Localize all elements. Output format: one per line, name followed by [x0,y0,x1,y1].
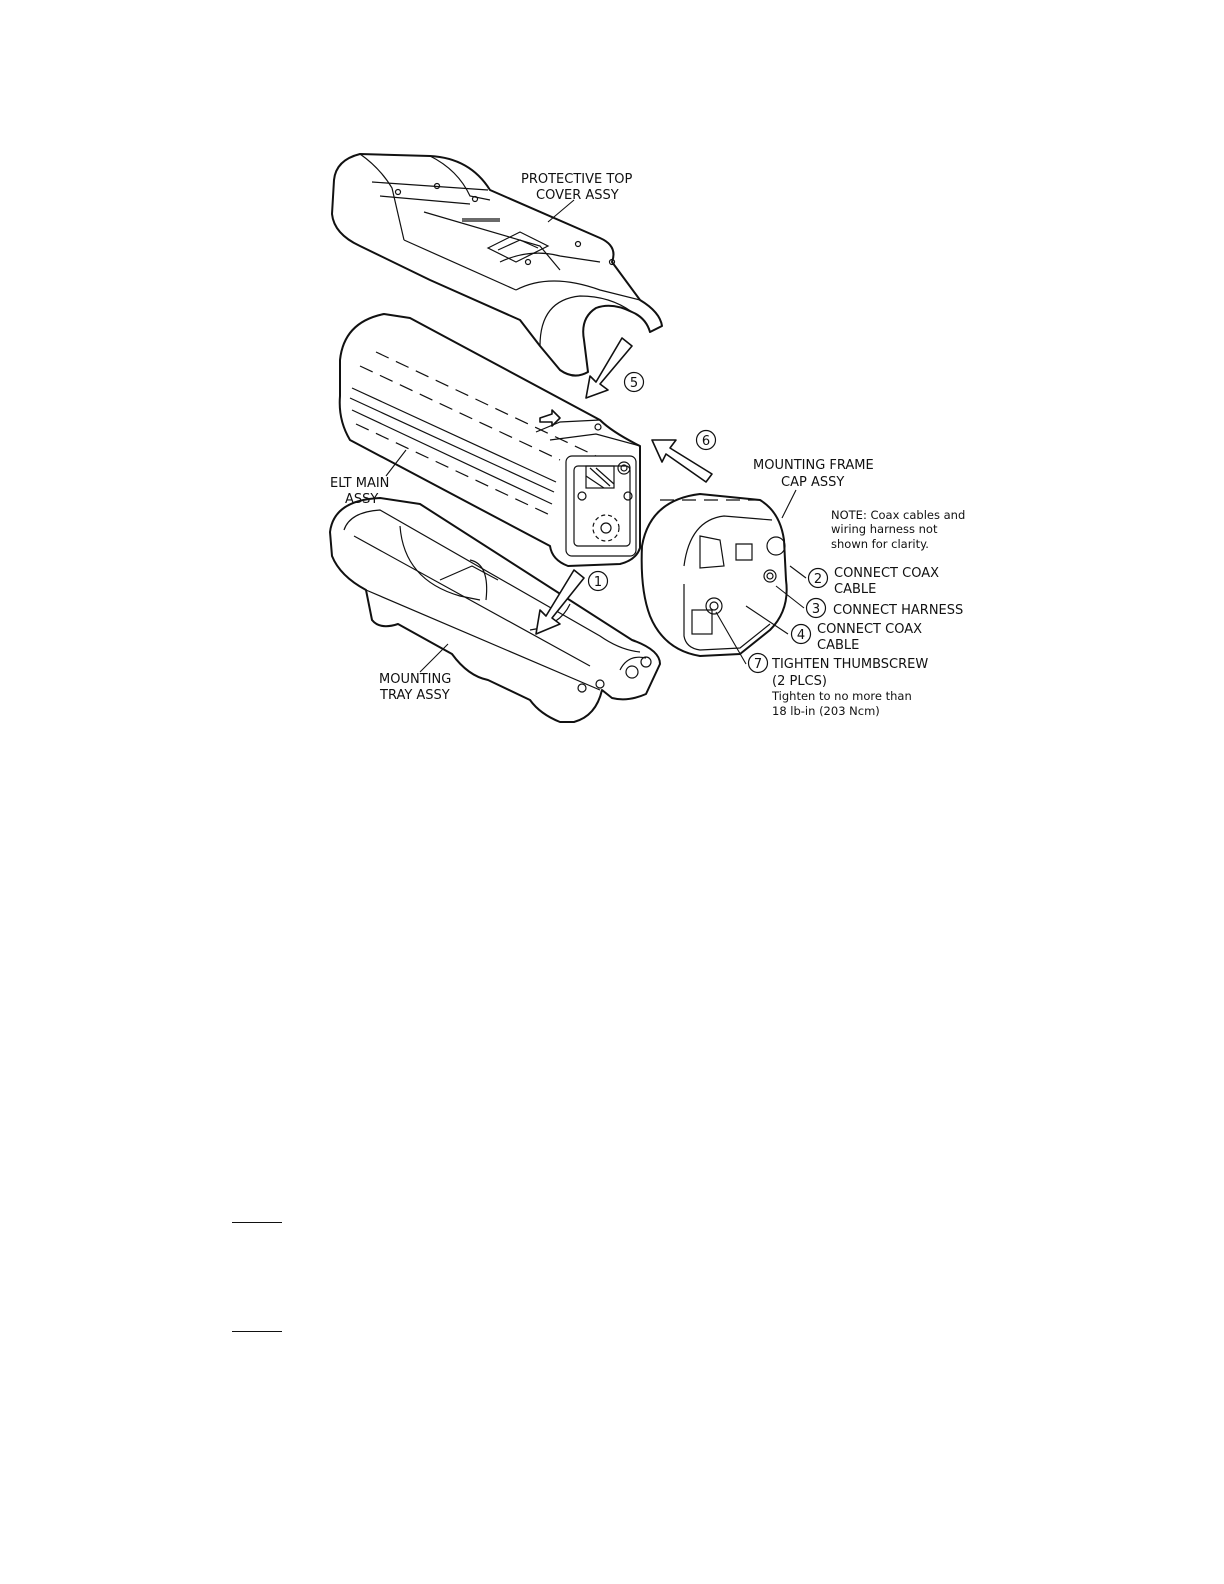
label-mounting-tray [379,672,455,703]
step-6-number: 6 [701,434,711,449]
mounting-frame-cap-drawing [642,494,787,656]
step-2-callout [809,566,944,597]
horizontal-rule-upper [232,1222,282,1223]
step-4-callout [792,622,927,653]
label-mounting-frame-cap-line1: MOUNTING FRAME [753,458,874,473]
step-5-number: 5 [629,376,639,391]
step-7-detail [771,689,915,718]
label-mounting-frame-cap [753,458,878,490]
step-7-text [771,657,932,689]
step-1-callout [589,572,608,591]
step-2-number: 2 [813,572,823,587]
step-2-text [834,566,943,597]
step-7-detail-line2: 18 lb-in (203 Ncm) [772,704,880,718]
step-1-number: 1 [593,575,603,590]
label-elt-main-line1: ELT MAIN [330,476,390,491]
label-top-cover-line2: COVER ASSY [536,188,619,203]
label-top-cover-line1: PROTECTIVE TOP [521,172,633,187]
step-4-text-line2: CABLE [817,638,860,653]
step-7-text-line1: TIGHTEN THUMBSCREW [772,657,929,672]
step-4-number: 4 [796,628,806,643]
label-mounting-tray-line1: MOUNTING [379,672,452,687]
label-elt-main-line2: ASSY [345,492,379,507]
clarity-note-line3: shown for clarity. [831,537,929,551]
step-5-callout [625,373,644,392]
clarity-note-line2: wiring harness not [831,522,938,536]
step-4-text-line1: CONNECT COAX [817,622,923,637]
clarity-note [831,508,969,551]
step-2-text-line1: CONNECT COAX [834,566,940,581]
step-5-arrow [586,338,632,398]
step-7-detail-line1: Tighten to no more than [772,689,912,703]
label-mounting-tray-line2: TRAY ASSY [380,688,450,703]
horizontal-rule-lower [232,1331,282,1332]
step-2-text-line2: CABLE [834,582,877,597]
label-top-cover [521,172,637,203]
step-6-callout [697,431,716,450]
step-3-number: 3 [811,602,821,617]
step-7-callout [749,654,933,719]
step-4-text [817,622,926,653]
step-3-callout [807,599,964,619]
label-mounting-frame-cap-line2: CAP ASSY [781,475,845,490]
clarity-note-line1: NOTE: Coax cables and [831,508,966,522]
step-7-text-line2: (2 PLCS) [772,674,827,689]
step-3-text: CONNECT HARNESS [833,603,964,618]
step-7-number: 7 [753,657,763,672]
